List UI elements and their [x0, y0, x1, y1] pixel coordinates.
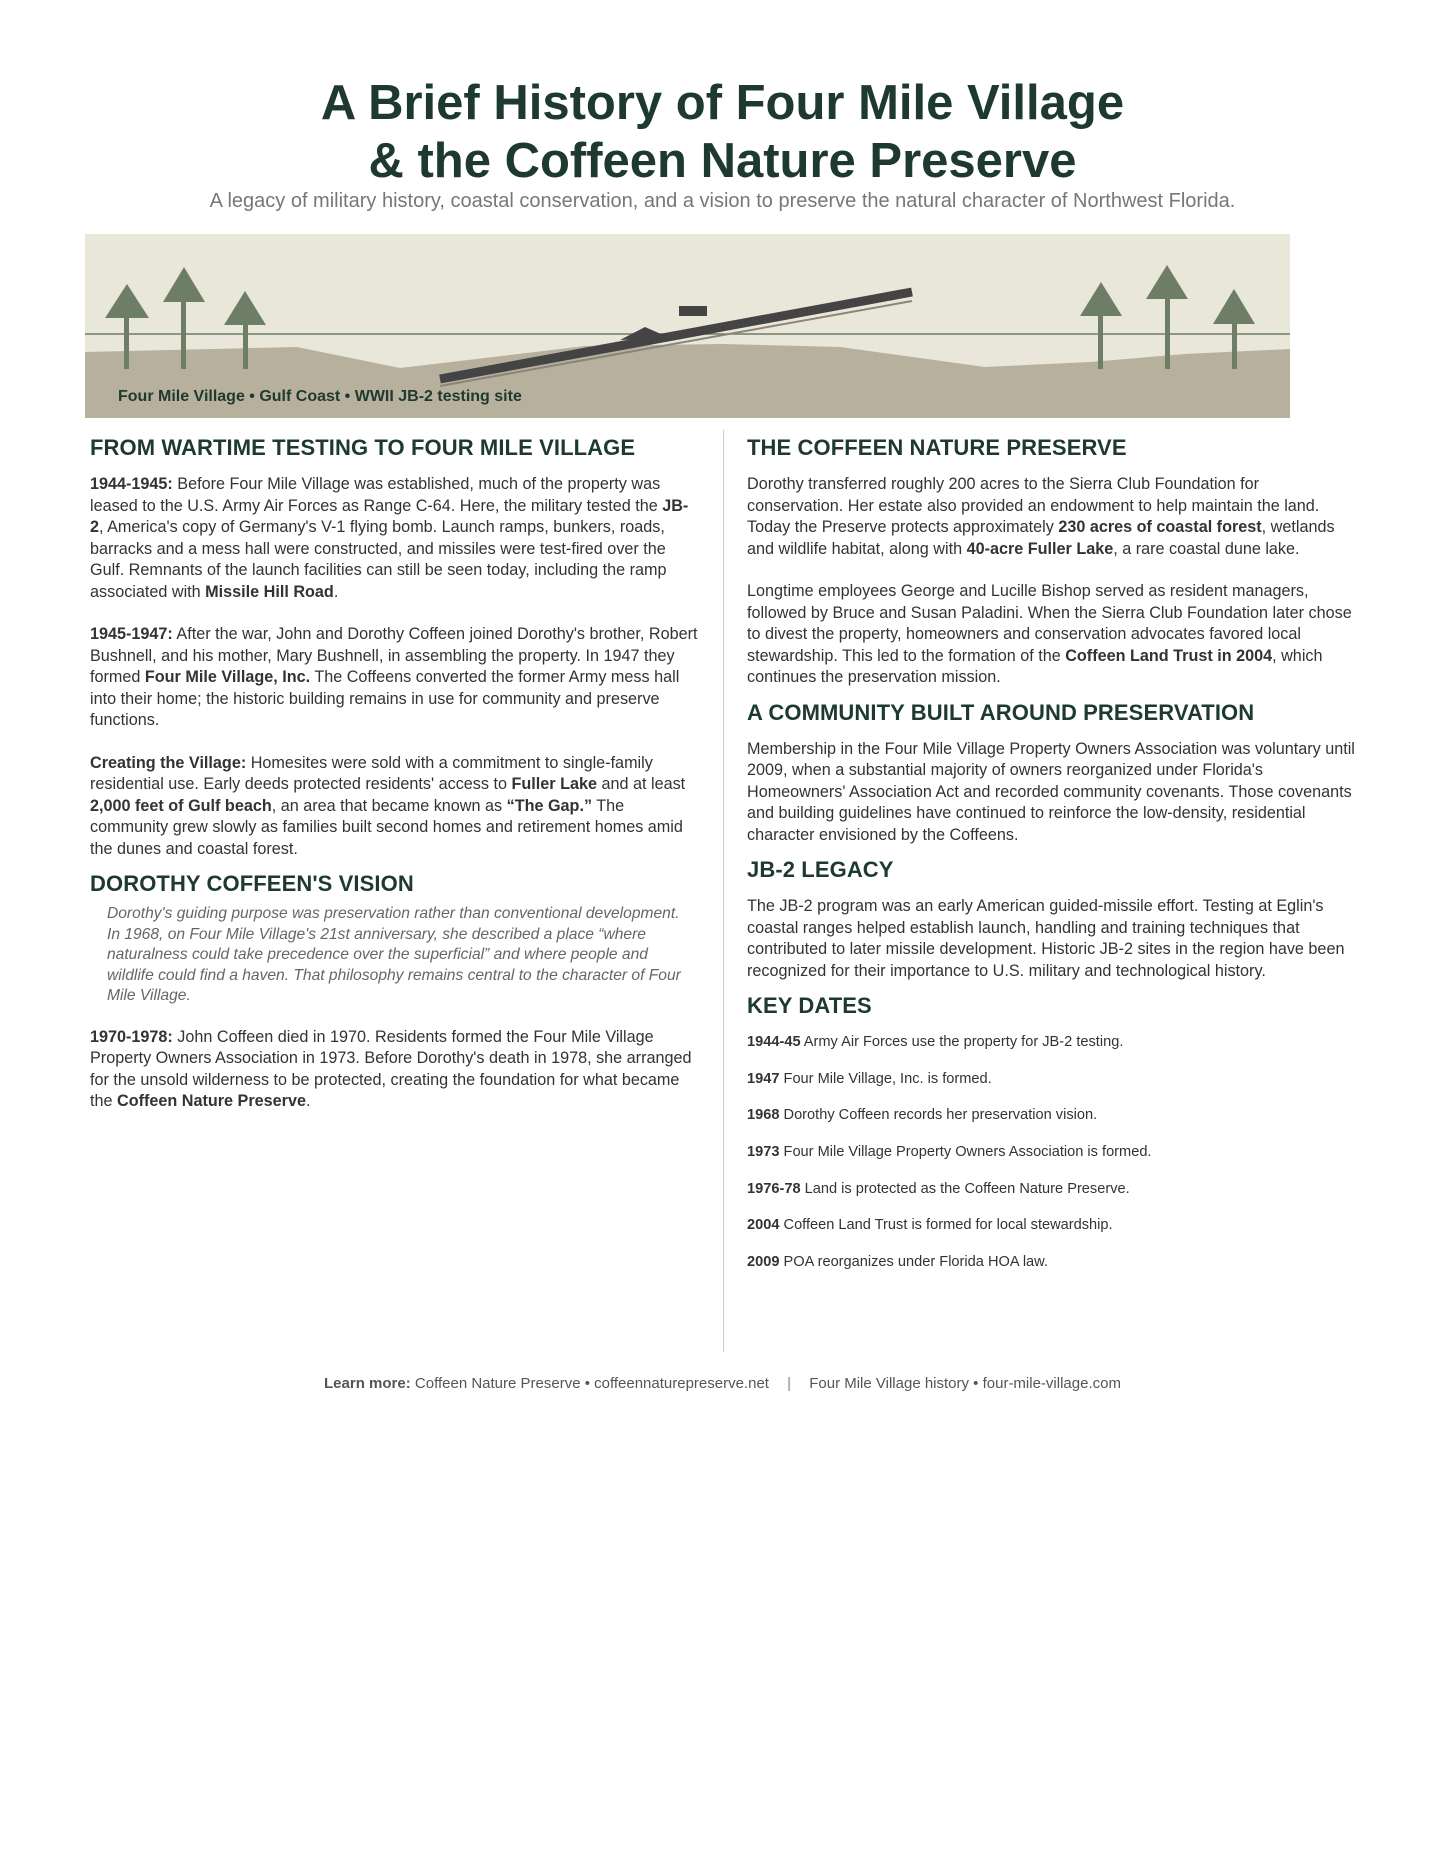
tree-trunk — [1098, 316, 1103, 369]
column-divider — [723, 430, 724, 1352]
emphasis: 230 acres of coastal forest — [1058, 518, 1262, 536]
key-date-text: Four Mile Village, Inc. is formed. — [779, 1070, 992, 1087]
tree-trunk — [124, 318, 129, 369]
key-date-item — [747, 1252, 1357, 1272]
text: The Coffeens converted the former Army mess hall into their home; the historic building remains in use for community and preserve functions. — [90, 668, 680, 729]
emphasis: Missile Hill Road — [205, 582, 334, 601]
text: , America's copy of Germany's V-1 flying bomb. Launch ramps, bunkers, roads, barracks and a mess hall were constructed, and missiles were test-fired over the Gulf. Remnants of the launch facilities can still be seen today, including the ramp associated with — [90, 518, 667, 601]
key-date-year: 2004 — [747, 1217, 780, 1234]
paragraph-jb2-legacy: The JB-2 program was an early American guided-missile effort. Testing at Eglin's coastal ranges helped establish launch, handling and training techniques that contributed to later missile development. Historic JB-2 sites in the region have been recognized for their importance to U.S. military and technological history. — [747, 897, 1345, 980]
text: , wetlands and wildlife habitat, along with — [747, 518, 1335, 558]
text: and at least — [596, 775, 686, 793]
key-date-year: 1947 — [747, 1070, 780, 1087]
emphasis: 2,000 feet of Gulf beach — [90, 796, 272, 815]
footer-link-preserve[interactable]: Coffeen Nature Preserve • coffeennaturepreserve.net — [414, 1375, 769, 1392]
key-date-text: Four Mile Village Property Owners Association is formed. — [779, 1144, 1152, 1161]
vision-quote: Dorothy's guiding purpose was preservation rather than conventional development. In 1968, on Four Mile Village's 21st anniversary, she described a place “where naturalness could take precedence over the superficial” and where people and wildlife could find a haven. That philosophy remains central to the character of Four Mile Village. — [107, 905, 681, 1004]
text: The community grew slowly as families built second homes and retirement homes amid the dunes and coastal forest. — [90, 796, 683, 858]
key-date-item — [747, 1179, 1357, 1199]
left-column — [90, 434, 700, 1134]
key-date-text: Coffeen Land Trust is formed for local stewardship. — [779, 1217, 1113, 1234]
text: , an area that became known as — [271, 796, 507, 815]
emphasis: “The Gap.” — [506, 796, 593, 815]
paragraph-creating-village — [90, 753, 700, 861]
text: After the war, John and Dorothy Coffeen joined Dorothy's brother, Robert Bushnell, and his mother, Mary Bushnell, in assembling the property. In 1947 they formed — [90, 625, 698, 686]
key-date-item — [747, 1105, 1357, 1125]
title-line-2: & the Coffeen Nature Preserve — [368, 134, 1077, 188]
text: . — [333, 582, 339, 601]
emphasis: 40-acre Fuller Lake — [966, 539, 1114, 558]
tree-icon — [1080, 282, 1122, 316]
text: . — [305, 1092, 311, 1110]
text: , a rare coastal dune lake. — [1113, 539, 1300, 558]
emphasis: Fuller Lake — [511, 775, 597, 793]
footer-link-village[interactable]: Four Mile Village history • four-mile-village.com — [809, 1375, 1121, 1392]
paragraph-1970-1978 — [90, 1027, 700, 1113]
key-date-item — [747, 1069, 1357, 1089]
emphasis: Coffeen Land Trust in 2004 — [1065, 646, 1273, 665]
right-column — [747, 434, 1357, 1289]
key-dates-list — [747, 1032, 1357, 1272]
text: Dorothy transferred roughly 200 acres to the Sierra Club Foundation for conservation. Her estate also provided an endowment to help maintain the land. Today the Preserve protects approximately — [747, 475, 1320, 536]
missile-body — [679, 306, 707, 316]
banner-caption: Four Mile Village • Gulf Coast • WWII JB-2 testing site — [118, 388, 522, 405]
text: Homesites were sold with a commitment to single-family residential use. Early deeds protected residents' access to — [90, 753, 653, 793]
text: , which continues the preservation mission. — [747, 646, 1323, 686]
text: Longtime employees George and Lucille Bishop served as resident managers, followed by Bruce and Susan Paladini. When the Sierra Club Foundation later chose to divest the property, homeowners and conservation advocates favored local stewardship. This led to the formation of the — [747, 582, 1352, 665]
key-date-year: 1968 — [747, 1107, 780, 1124]
page-subtitle: A legacy of military history, coastal conservation, and a vision to preserve the natural character of Northwest Florida. — [209, 190, 1236, 212]
ground-dunes — [85, 344, 1290, 418]
tree-icon — [1146, 265, 1188, 299]
key-date-year: 1976-78 — [747, 1180, 801, 1197]
key-date-year: 2009 — [747, 1254, 780, 1271]
tree-icon — [224, 291, 266, 325]
section-heading-wartime: FROM WARTIME TESTING TO FOUR MILE VILLAGE — [90, 435, 636, 460]
lead-label: 1944-1945: — [90, 475, 173, 493]
tree-trunk — [1232, 324, 1237, 369]
section-heading-community: A COMMUNITY BUILT AROUND PRESERVATION — [747, 699, 1255, 725]
text: Before Four Mile Village was established, much of the property was leased to the U.S. Army Air Forces as Range C-64. Here, the military tested the — [90, 475, 663, 515]
key-date-year: 1944-45 — [747, 1034, 801, 1050]
footer-separator: | — [787, 1375, 792, 1392]
footer-label: Learn more: — [324, 1375, 411, 1392]
lead-label: 1945-1947: — [90, 625, 173, 643]
section-heading-jb2-legacy: JB-2 LEGACY — [747, 857, 894, 882]
tree-trunk — [181, 302, 186, 369]
section-heading-key-dates: KEY DATES — [747, 993, 872, 1018]
emphasis: JB-2 — [90, 496, 689, 536]
text: John Coffeen died in 1970. Residents formed the Four Mile Village Property Owners Association in 1973. Before Dorothy's death in 1978, she arranged for the unsold wilderness to be protected, creating the foundation for what became the — [90, 1027, 692, 1110]
emphasis: Coffeen Nature Preserve — [117, 1092, 306, 1110]
key-date-text: Army Air Forces use the property for JB-2 testing. — [800, 1034, 1124, 1050]
hero-illustration — [85, 234, 1290, 418]
paragraph-community: Membership in the Four Mile Village Property Owners Association was voluntary until 2009, when a substantial majority of owners reorganized under Florida's Homeowners' Association Act and recorded community covenants. Those covenants and building guidelines have continued to reinforce the low-density, residential character envisioned by the Coffeens. — [747, 739, 1355, 844]
key-date-year: 1973 — [747, 1144, 780, 1161]
lead-label: Creating the Village: — [90, 753, 247, 772]
paragraph-1944-1945 — [90, 474, 700, 603]
emphasis: Four Mile Village, Inc. — [144, 668, 311, 686]
tree-icon — [163, 267, 205, 302]
paragraph-1945-1947 — [90, 624, 700, 732]
tree-icon — [105, 284, 149, 318]
key-date-item — [747, 1142, 1357, 1162]
key-date-item — [747, 1215, 1357, 1235]
page-title — [0, 74, 1445, 190]
section-heading-vision: DOROTHY COFFEEN'S VISION — [90, 871, 414, 896]
section-heading-preserve: THE COFFEEN NATURE PRESERVE — [747, 435, 1127, 460]
tree-trunk — [243, 325, 248, 369]
key-date-text: POA reorganizes under Florida HOA law. — [779, 1254, 1048, 1271]
paragraph-preserve-1 — [747, 474, 1357, 560]
lead-label: 1970-1978: — [90, 1027, 173, 1046]
key-date-text: Land is protected as the Coffeen Nature Preserve. — [800, 1180, 1130, 1197]
title-line-1: A Brief History of Four Mile Village — [320, 76, 1125, 130]
tree-trunk — [1165, 299, 1170, 369]
key-date-text: Dorothy Coffeen records her preservation vision. — [779, 1107, 1098, 1124]
key-date-item — [747, 1032, 1357, 1052]
tree-icon — [1213, 289, 1255, 324]
footer — [0, 1375, 1445, 1392]
paragraph-preserve-2 — [747, 581, 1357, 689]
